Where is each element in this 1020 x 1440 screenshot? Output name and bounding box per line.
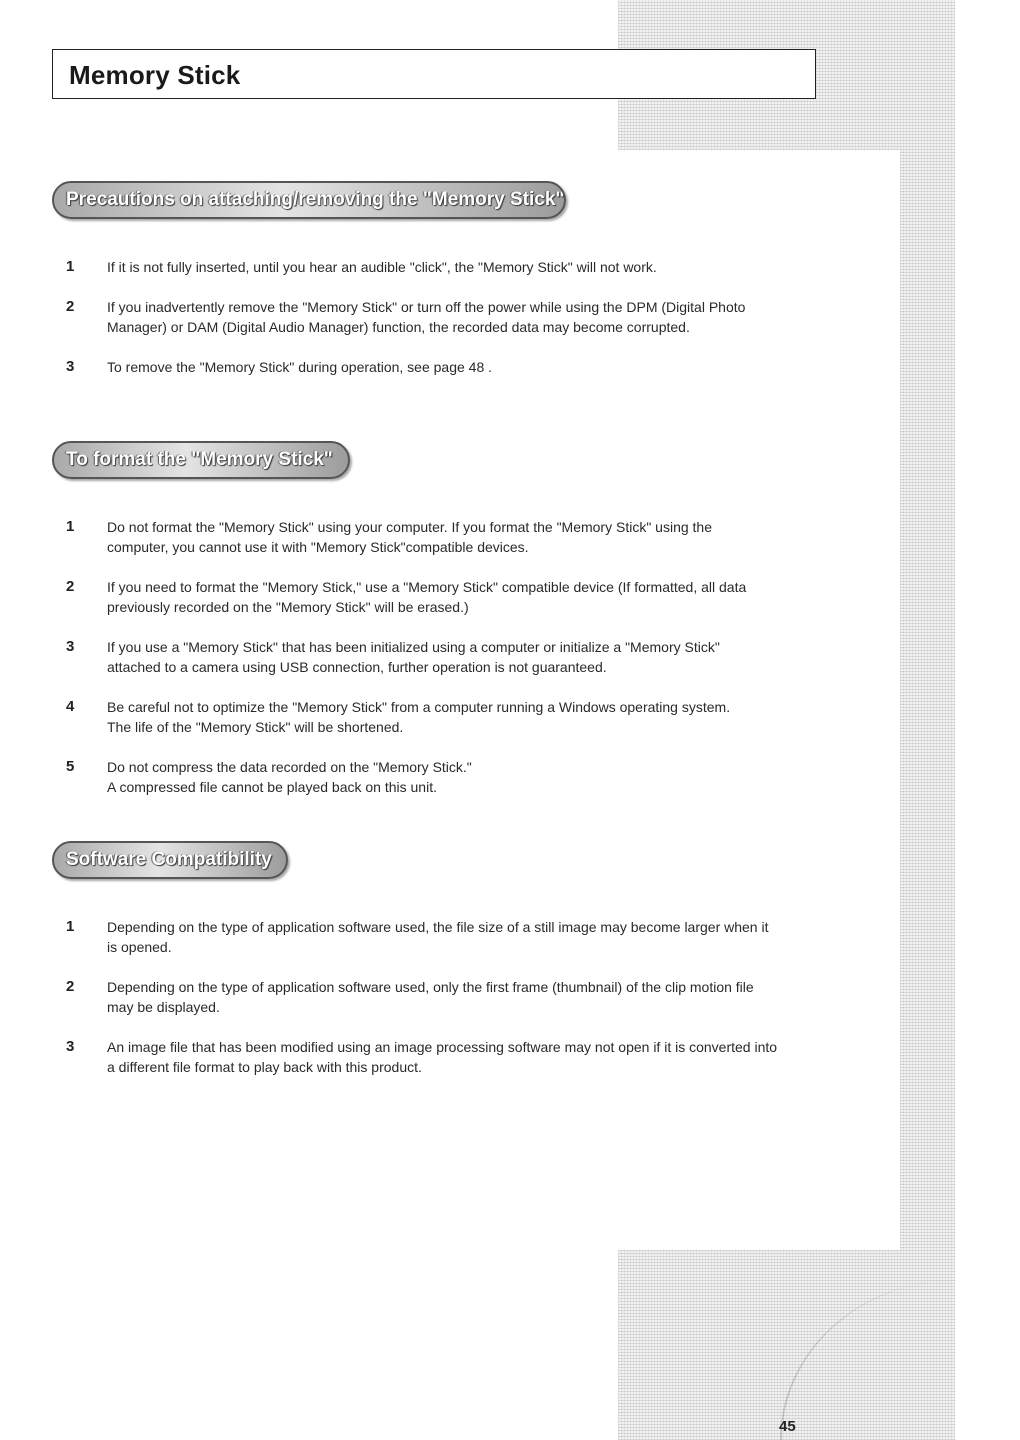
item-text: Depending on the type of application software used, only the first frame (thumbnail) of the clip motion file may be displayed. — [107, 979, 754, 1015]
software-list — [66, 917, 896, 1097]
item-text: Do not compress the data recorded on the "Memory Stick." A compressed file cannot be played back on this unit. — [107, 759, 472, 795]
list-item — [66, 257, 896, 277]
list-item — [66, 757, 896, 797]
list-item — [66, 637, 896, 677]
item-number: 1 — [66, 258, 75, 275]
item-text: To remove the "Memory Stick" during operation, see page 48 . — [107, 359, 493, 375]
item-number: 1 — [66, 518, 75, 535]
list-item — [66, 297, 896, 337]
section-heading-text: To format the "Memory Stick" — [66, 449, 333, 470]
list-item — [66, 577, 896, 617]
item-number: 3 — [66, 638, 75, 655]
item-text: If you use a "Memory Stick" that has been initialized using a computer or initialize a "Memory Stick" attached to a camera using USB connection, further operation is not guaranteed. — [107, 639, 720, 675]
page-title: Memory Stick — [69, 60, 241, 90]
item-number: 5 — [66, 758, 75, 775]
format-list — [66, 517, 896, 817]
item-text: If it is not fully inserted, until you hear an audible "click", the "Memory Stick" will not work. — [107, 259, 657, 275]
item-number: 2 — [66, 978, 75, 995]
page-number: 45 — [779, 1418, 796, 1435]
section-heading-text: Precautions on attaching/removing the "Memory Stick" — [66, 189, 565, 210]
section-heading-precautions — [52, 181, 566, 219]
item-number: 2 — [66, 578, 75, 595]
section-heading-format — [52, 441, 350, 479]
item-number: 3 — [66, 358, 75, 375]
list-item — [66, 1037, 896, 1077]
page-title-box — [52, 49, 816, 99]
section-heading-text: Software Compatibility — [66, 849, 272, 870]
item-text: Depending on the type of application software used, the file size of a still image may become larger when it is opened. — [107, 919, 769, 955]
list-item — [66, 697, 896, 737]
list-item — [66, 977, 896, 1017]
item-number: 1 — [66, 918, 75, 935]
list-item — [66, 917, 896, 957]
list-item — [66, 357, 896, 377]
list-item — [66, 517, 896, 557]
item-number: 2 — [66, 298, 75, 315]
section-heading-software — [52, 841, 288, 879]
item-text: Be careful not to optimize the "Memory Stick" from a computer running a Windows operating system. The life of the "Memory Stick" will be shortened. — [107, 699, 731, 735]
precautions-list — [66, 257, 896, 397]
item-number: 3 — [66, 1038, 75, 1055]
item-text: An image file that has been modified using an image processing software may not open if it is converted into a different file format to play back with this product. — [107, 1039, 778, 1075]
item-text: If you inadvertently remove the "Memory Stick" or turn off the power while using the DPM (Digital Photo Manager) or DAM (Digital Audio Manager) function, the recorded data may become corrupted. — [107, 299, 746, 335]
item-number: 4 — [66, 698, 75, 715]
decorative-band-right — [900, 0, 955, 1440]
item-text: Do not format the "Memory Stick" using your computer. If you format the "Memory Stick" using the computer, you cannot use it with "Memory Stick"compatible devices. — [107, 519, 713, 555]
item-text: If you need to format the "Memory Stick," use a "Memory Stick" compatible device (If formatted, all data previously recorded on the "Memory Stick" will be erased.) — [107, 579, 747, 615]
